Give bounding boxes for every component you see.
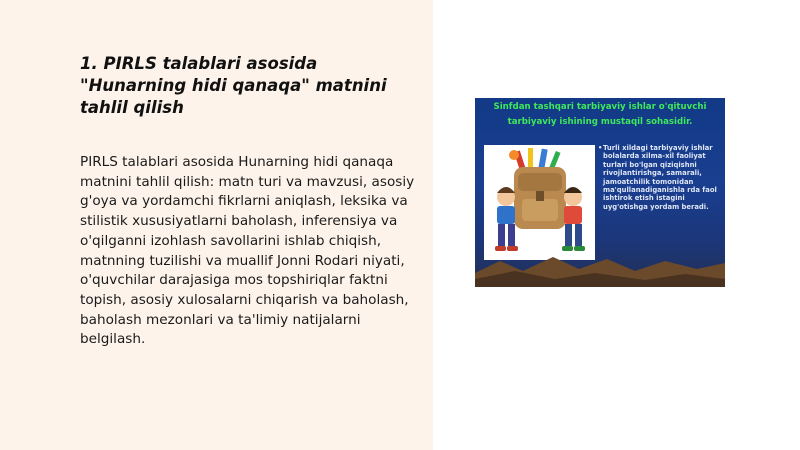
slide-image-bullet: [598, 144, 721, 211]
slide-body-text: PIRLS talablari asosida Hunarning hidi qanaqa matnini tahlil qilish: matn turi va mavzusi, asosiy g'oya va yordamchi fikrlarni aniqlash, leksika va stilistik xususiyatlarni baholash, inferensiya va o'qilganni izohlash savollarini ishlab chiqish, matnning tuzilishi va muallif Jonni Rodari niyati, o'quvchilar darajasiga mos topshiriqlar faktni topish, asosiy xulosalarni chiqarish va baholash, baholash mezonlari va ta'limiy natijalarni belgilash.: [80, 154, 415, 348]
slide-image-bullet-text: Turli xildagi tarbiyaviy ishlar bolalarda xilma-xil faoliyat turlari bo'lgan qiziqishni rivojlantirishga, samarali, jamoatchilik tomonidan ma'qullanadiganishla rda faol ishtirok etish istagini uyg'otishga yordam beradi.: [603, 144, 717, 211]
slide-heading: 1. PIRLS talablari asosida "Hunarning hidi qanaqa" matnini tahlil qilish: [80, 54, 387, 117]
mountains-icon: [475, 247, 725, 287]
slide-image-title: Sinfdan tashqari tarbiyaviy ishlar o'qituvchi tarbiyaviy ishining mustaqil sohasidir.: [493, 102, 707, 127]
bullet-marker: •: [598, 144, 603, 152]
backpack-illustration-icon: [484, 145, 595, 260]
slide-image: [475, 98, 725, 287]
children-carrying-backpack-illustration: [484, 145, 595, 260]
